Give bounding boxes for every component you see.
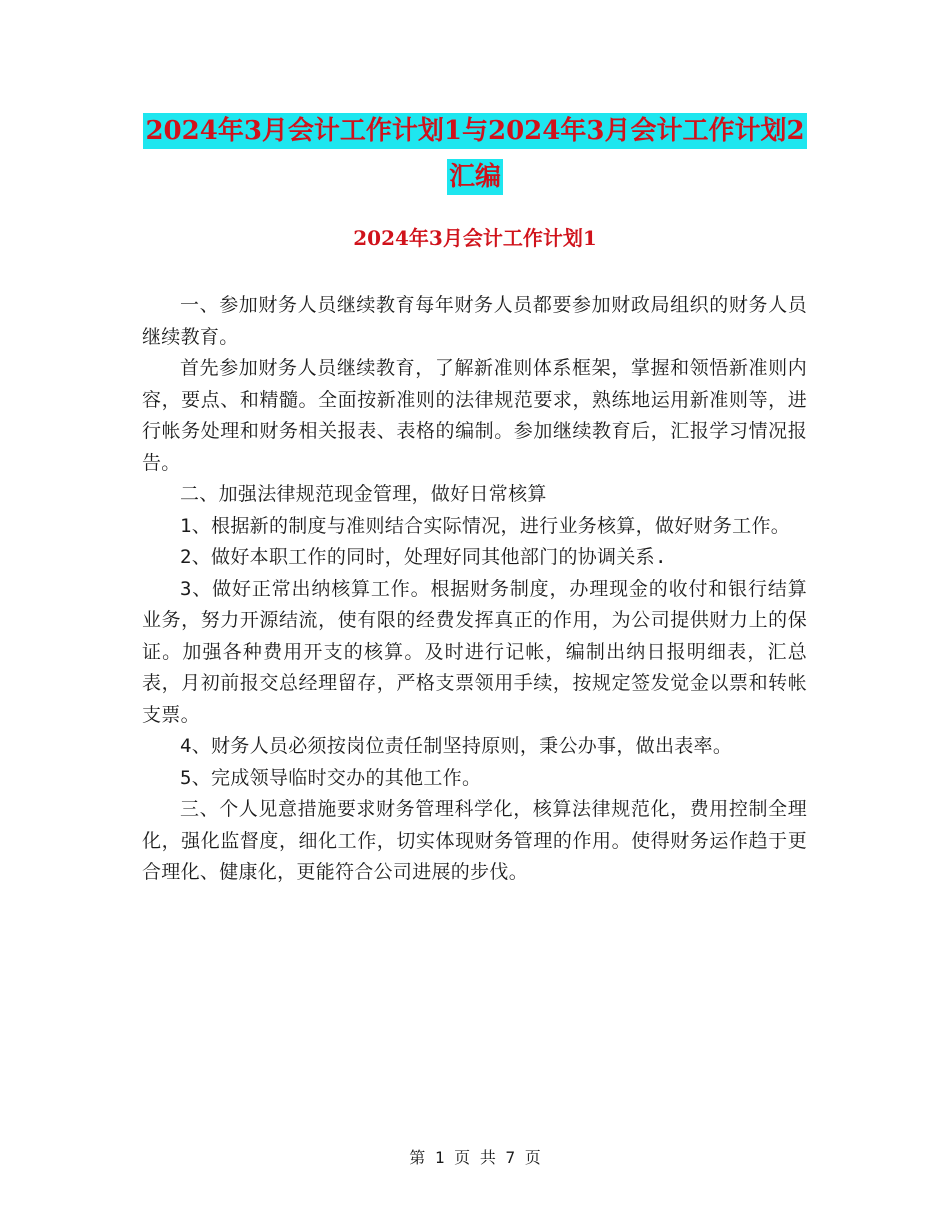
page-footer: 第 1 页 共 7 页 bbox=[409, 1148, 541, 1167]
section-title: 2024年3月会计工作计划1 bbox=[353, 226, 597, 250]
document-title-text: 2024年3月会计工作计划1与2024年3月会计工作计划2汇编 bbox=[143, 113, 806, 195]
document-body bbox=[142, 290, 807, 889]
paragraph: 3、做好正常出纳核算工作。根据财务制度，办理现金的收付和银行结算业务，努力开源结流，使有限的经费发挥真正的作用，为公司提供财力上的保证。加强各种费用开支的核算。及时进行记帐，编制出纳日报明细表，汇总表，月初前报交总经理留存，严格支票领用手续，按规定签发觉金以票和转帐支票。 bbox=[142, 577, 807, 726]
paragraph: 5、完成领导临时交办的其他工作。 bbox=[180, 766, 482, 789]
paragraph: 2、做好本职工作的同时，处理好同其他部门的协调关系. bbox=[180, 546, 667, 568]
paragraph: 首先参加财务人员继续教育，了解新准则体系框架，掌握和领悟新准则内容，要点、和精髓。全面按新准则的法律规范要求，熟练地运用新准则等，进行帐务处理和财务相关报表、表格的编制。参加继续教育后，汇报学习情况报告。 bbox=[142, 357, 807, 474]
document-title bbox=[140, 108, 810, 200]
paragraph: 4、财务人员必须按岗位责任制坚持原则，秉公办事，做出表率。 bbox=[180, 735, 733, 757]
paragraph: 二、加强法律规范现金管理，做好日常核算 bbox=[180, 483, 547, 505]
paragraph: 一、参加财务人员继续教育每年财务人员都要参加财政局组织的财务人员继续教育。 bbox=[142, 294, 807, 348]
paragraph: 三、个人见意措施要求财务管理科学化，核算法律规范化，费用控制全理化，强化监督度，细化工作，切实体现财务管理的作用。使得财务运作趋于更合理化、健康化，更能符合公司进展的步伐。 bbox=[142, 798, 807, 883]
paragraph: 1、根据新的制度与准则结合实际情况，进行业务核算，做好财务工作。 bbox=[180, 514, 791, 537]
